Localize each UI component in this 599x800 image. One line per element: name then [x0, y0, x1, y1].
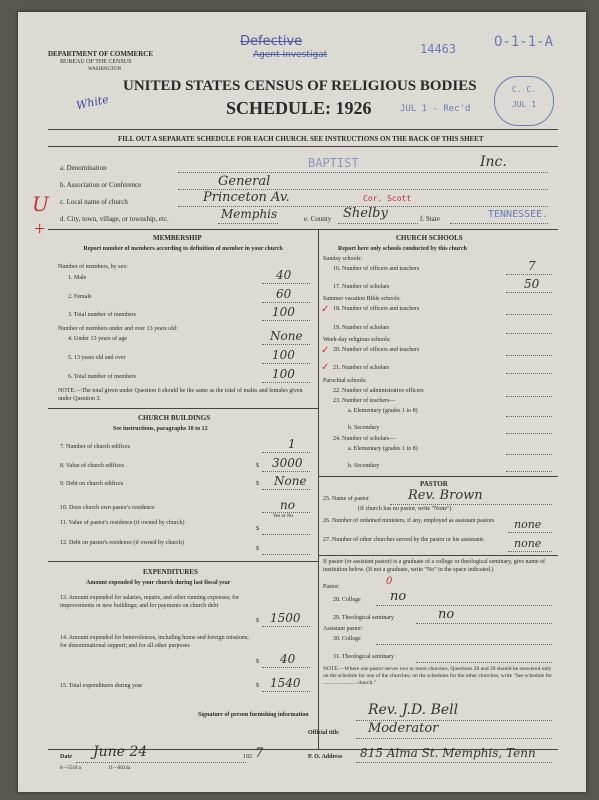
q10-value: no	[280, 498, 295, 512]
q27-label: 27. Number of other churches served by the pastor or his assistants	[323, 537, 484, 543]
membership-note: NOTE.—The total given under Question 6 should be the same as the total of males and females given under Question 3.	[58, 388, 303, 402]
q14-label: 14. Amount expended for benevolences, including home and foreign missions; for denominational support; and for all other purposes	[60, 635, 249, 649]
q22-label: 22. Number of administrative officers	[333, 388, 424, 394]
q24a-label: a. Elementary (grades 1 to 8)	[348, 446, 418, 452]
signature-value: Rev. J.D. Bell	[368, 702, 459, 718]
q12-label: 12. Debt on pastor's residence (if owned by church)	[60, 540, 184, 546]
schools-heading: CHURCH SCHOOLS	[396, 234, 463, 242]
q21-label: 21. Number of scholars	[333, 365, 390, 371]
denomination-value: BAPTIST	[308, 156, 359, 170]
census-schedule-page: DEPARTMENT OF COMMERCE BUREAU OF THE CENSUS WASHINGTON Defective Agent Investigat 14463 O-1-1-A UNITED STATES CENSUS OF RELIGIOUS BODIES SCHEDULE: 1926 White JUL 1 - Rec'd C. C. JUL 1 FILL OUT A SEPARATE SCHEDULE FOR EACH CHURCH. SEE INSTRUCTIONS ON THE BACK OF THIS SHEET a. Denomination BAPTIST Inc. b. Association or Conference General c. Local name of church Princeton Av. Cor. Scott d. City, town, village, or township, etc. Memphis e. County Shelby f. State TENNESSEE. U + MEMBERSHIP Report number of members according to definition of member in your church Number of members, by sex: 1. Male 40 2. Female 60 3. Total number of members 100 Number of members under and over 13 years old: 4. Under 13 years of age None 5. 13 years old and over 100 6. Total number of members 100 NOTE.—The total given under Question 6 should be the same as the total of males and females given under Question 3. CHURCH BUILDINGS See instructions, paragraphs 10 to 12 7. Number of church edifices 1 8. Value of church edifices $ 3000 9. Debt on church edifices $ None 10. Does church own pastor's residence no Yes or No 11. Value of pastor's residence (if owned by church) $ 12. Debt on pastor's residence (if owned by church) $ EXPENDITURES Amount expended by your church during last fiscal year 13. Amount expended for salaries, repairs, and other running expenses; for improvements or new buildings; and for payments on church debt $ 1500 14. Amount expended for benevolences, including home and foreign missions; for denominational support; and for all other purposes $ 40 15. Total expenditures during year $ 1540 CHURCH SCHOOLS Report here only schools conducted by this church Sunday schools: 16. Number of officers and teachers 7 17. Number of scholars 50 Summer vacation Bible schools: 18. Number of officers and teachers 19. Number of scholars Week-day religious schools: 20. Number of officers and teachers 21. Number of scholars Parochial schools: 22. Number of administrative officers 23. Number of teachers— a. Elementary (grades 1 to 8) b. Secondary 24. Number of scholars— a. Elementary (grades 1 to 8) b. Secondary ✓ ✓ ✓ PASTOR 25. Name of pastor Rev. Brown (If church has no pastor, write "None") 26. Number of ordained ministers, if any, employed as assistant pastors none 27. Number of other churches served by the pastor or his assistants none If pastor (or assistant pastor) is a graduate of a college or theological seminary, give name of institution below. (If not a graduate, write "No" in the space indicated.) Pastor: 0 28. College no 29. Theological seminary no Assistant pastor: 30. College 31. Theological seminary NOTE.—Where one pastor serves two or more churches, Questions 28 and 29 should be answered only on the schedule for one of the churches; on the schedules for the other churches, write "See schedule for ........................ church." Signature of person furnishing information Rev. J.D. Bell Official title Moderator Date June 24 192 7 P. O. Address 815 Alma St. Memphis, Tenn 8—5518 a 11—8024a	[18, 12, 586, 792]
sunday-label: Sunday schools:	[323, 256, 363, 262]
q5-label: 5. 13 years old and over	[68, 355, 126, 361]
q14-value: 40	[280, 652, 296, 666]
q23a-label: a. Elementary (grades 1 to 8)	[348, 408, 418, 414]
q24-label: 24. Number of scholars—	[333, 436, 396, 442]
year-prefix: 192	[243, 754, 252, 760]
date-label: Date	[60, 754, 72, 760]
print-id: 11—8024a	[108, 766, 131, 771]
q29-value: no	[438, 607, 455, 622]
county-value: Shelby	[343, 206, 388, 221]
schools-intro: Report here only schools conducted by this church	[338, 246, 467, 252]
q4-value: None	[270, 329, 303, 343]
membership-intro: Report number of members according to definition of member in your church	[83, 246, 283, 252]
instructions-line: FILL OUT A SEPARATE SCHEDULE FOR EACH CHURCH. SEE INSTRUCTIONS ON THE BACK OF THIS SHEET	[118, 135, 484, 143]
expenditures-intro: Amount expended by your church during last fiscal year	[86, 580, 231, 586]
official-title-label: Official title	[308, 730, 339, 736]
q25-hint: (If church has no pastor, write "None")	[358, 506, 452, 512]
margin-mark-plus: +	[34, 218, 46, 240]
department-label: DEPARTMENT OF COMMERCE	[48, 50, 154, 58]
q17-value: 50	[524, 277, 540, 291]
q7-label: 7. Number of church edifices	[60, 444, 131, 450]
q29-label: 29. Theological seminary	[333, 615, 395, 621]
grad-intro: If pastor (or assistant pastor) is a graduate of a college or theological seminary, give name of institution below. (If not a graduate, write "No" in the space indicated.)	[323, 559, 546, 573]
city-value: Memphis	[221, 207, 278, 221]
q3-value: 100	[272, 305, 295, 319]
page-subtitle: SCHEDULE: 1926	[226, 98, 372, 118]
q13-label: 13. Amount expended for salaries, repairs, and other running expenses; for improvements or new buildings; and for payments on church debt	[60, 595, 240, 609]
q9-value: None	[274, 474, 307, 488]
date-value: June 24	[93, 744, 148, 760]
q9-label: 9. Debt on church edifices	[60, 481, 124, 487]
local-name-note: Cor. Scott	[363, 194, 412, 203]
received-stamp: JUL 1 - Rec'd	[400, 104, 471, 114]
weekday-label: Week-day religious schools:	[323, 337, 391, 343]
association-label: b. Association or Conference	[60, 181, 142, 189]
state-value: TENNESSEE.	[488, 209, 549, 220]
address-label: P. O. Address	[308, 754, 343, 760]
check-mark: ✓	[321, 362, 330, 373]
q26-value: none	[514, 518, 542, 531]
q31-label: 31. Theological seminary	[333, 654, 395, 660]
q24b-label: b. Secondary	[348, 463, 380, 469]
q19-label: 19. Number of scholars	[333, 325, 390, 331]
q28-label: 28. College	[333, 597, 361, 603]
q1-value: 40	[276, 268, 292, 282]
year-value: 7	[255, 746, 264, 761]
q23-label: 23. Number of teachers—	[333, 398, 396, 404]
q26-label: 26. Number of ordained ministers, if any, employed as assistant pastors	[323, 518, 495, 524]
q6-label: 6. Total number of members	[68, 374, 136, 380]
state-label: f. State	[420, 215, 440, 223]
q27-value: none	[514, 537, 542, 550]
q10-label: 10. Does church own pastor's residence	[60, 505, 155, 511]
q16-label: 16. Number of officers and teachers	[333, 266, 420, 272]
q23b-label: b. Secondary	[348, 425, 380, 431]
q28-value: no	[390, 589, 407, 604]
expenditures-heading: EXPENDITURES	[143, 568, 198, 576]
signature-label: Signature of person furnishing information	[198, 712, 309, 718]
agent-stamp: Agent Investigat	[253, 50, 328, 60]
buildings-heading: CHURCH BUILDINGS	[138, 414, 211, 422]
q3-label: 3. Total number of members	[68, 312, 136, 318]
q2-value: 60	[276, 287, 292, 301]
denomination-label: a. Denomination	[60, 164, 107, 172]
county-label: e. County	[304, 215, 332, 223]
margin-mark-u: U	[32, 192, 49, 216]
denomination-extra: Inc.	[480, 154, 507, 170]
city-label: WASHINGTON	[88, 67, 122, 72]
white-label: White	[75, 92, 110, 113]
pastor-note: NOTE.—Where one pastor serves two or more churches, Questions 28 and 29 should be answered only on the schedule for one of the churches; on the schedules for the other churches, write "See schedule for ........................ church."	[323, 666, 553, 686]
membership-heading: MEMBERSHIP	[153, 234, 202, 242]
check-mark: ✓	[321, 345, 330, 356]
q5-value: 100	[272, 348, 295, 362]
buildings-intro: See instructions, paragraphs 10 to 12	[113, 426, 208, 432]
city-label: d. City, town, village, or township, etc.	[60, 215, 169, 223]
address-value: 815 Alma St. Memphis, Tenn	[360, 746, 536, 760]
form-number-stamp: 14463	[420, 42, 457, 56]
q15-value: 1540	[270, 676, 301, 690]
assistant-pastor-label: Assistant pastor:	[323, 626, 363, 632]
q25-label: 25. Name of pastor	[323, 496, 369, 502]
form-code-stamp: O-1-1-A	[494, 34, 554, 50]
q17-label: 17. Number of scholars	[333, 284, 390, 290]
q15-label: 15. Total expenditures during year	[60, 683, 143, 689]
q4-label: 4. Under 13 years of age	[68, 336, 127, 342]
official-title-value: Moderator	[368, 721, 439, 736]
parochial-label: Parochial schools:	[323, 378, 367, 384]
cc-seal-stamp: C. C. JUL 1	[494, 76, 554, 126]
q1-label: 1. Male	[68, 275, 87, 281]
local-name-value: Princeton Av.	[203, 190, 290, 205]
q8-label: 8. Value of church edifices	[60, 463, 125, 469]
bureau-label: BUREAU OF THE CENSUS	[60, 59, 132, 65]
pastor-mark: 0	[386, 576, 393, 587]
q18-label: 18. Number of officers and teachers	[333, 306, 420, 312]
q7-value: 1	[288, 437, 296, 451]
q30-label: 30. College	[333, 636, 361, 642]
q13-value: 1500	[270, 611, 301, 625]
q2-label: 2. Female	[68, 294, 92, 300]
q16-value: 7	[528, 259, 536, 273]
defective-stamp: Defective	[240, 34, 303, 49]
q25-value: Rev. Brown	[408, 488, 483, 503]
q6-value: 100	[272, 367, 295, 381]
by-sex-label: Number of members, by sex:	[58, 264, 128, 270]
page-title: UNITED STATES CENSUS OF RELIGIOUS BODIES	[123, 78, 477, 94]
q8-value: 3000	[272, 456, 303, 470]
pastor-heading: PASTOR	[420, 480, 448, 488]
association-value: General	[218, 174, 271, 189]
local-name-label: c. Local name of church	[60, 198, 128, 206]
q20-label: 20. Number of officers and teachers	[333, 347, 420, 353]
q10-hint: Yes or No	[273, 514, 294, 519]
form-id: 8—5518 a	[60, 766, 81, 771]
pastor-sub-label: Pastor:	[323, 584, 340, 590]
q11-label: 11. Value of pastor's residence (if owned by church)	[60, 520, 185, 526]
check-mark: ✓	[321, 304, 330, 315]
vacation-label: Summer vacation Bible schools:	[323, 296, 401, 302]
age-intro: Number of members under and over 13 years old:	[58, 326, 178, 332]
